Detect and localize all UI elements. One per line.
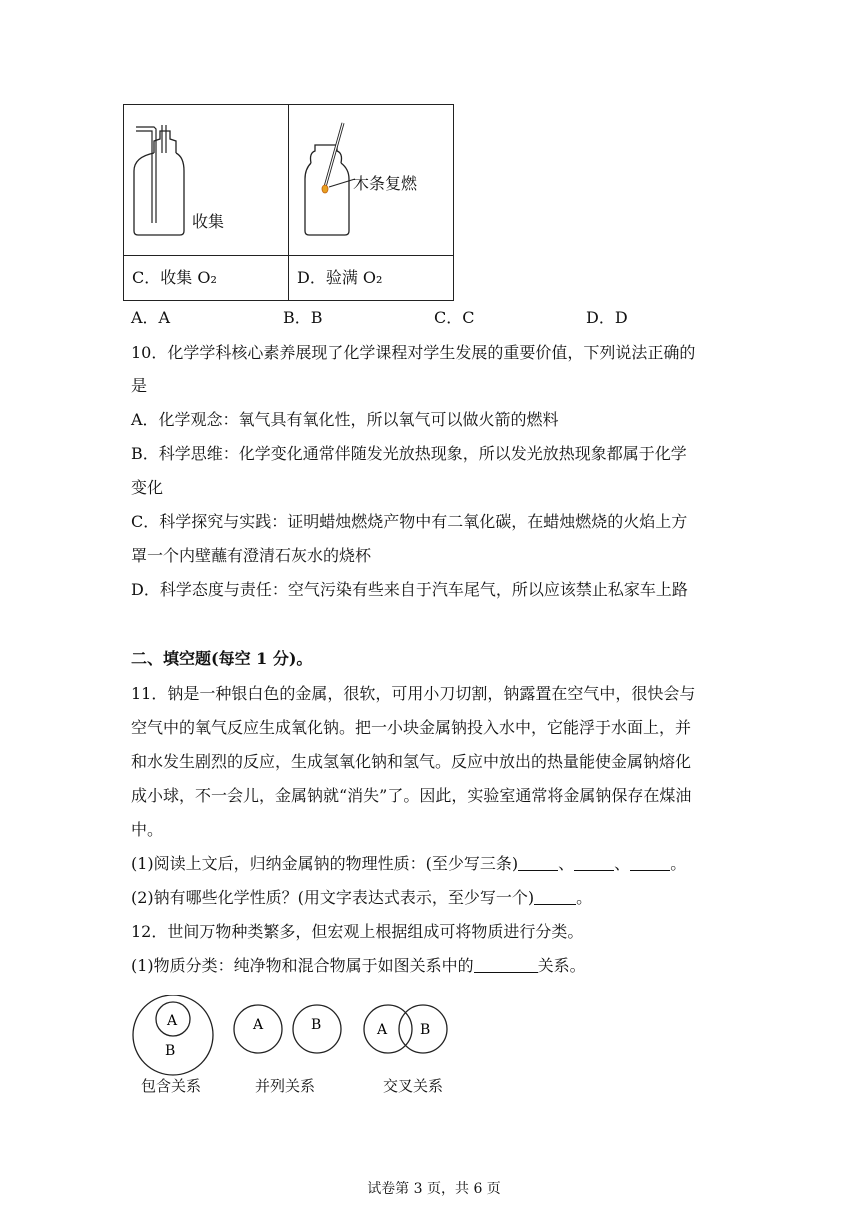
oxygen-check-bottle-diagram xyxy=(289,105,453,255)
q11-line4: 成小球，不一会儿，金属钠就“消失”了。因此，实验室通常将金属钠保存在煤油 xyxy=(131,786,692,805)
label-b: B xyxy=(420,1022,431,1038)
label-b: B xyxy=(165,1043,176,1059)
containment-diagram xyxy=(133,995,213,1075)
option-c-caption: C．收集 O₂ xyxy=(124,256,289,301)
q11-sub1 xyxy=(131,853,686,875)
q12-sub1-tail: 关系。 xyxy=(537,956,586,975)
label-containment: 包含关系 xyxy=(141,1077,202,1095)
label-b: B xyxy=(311,1017,322,1033)
q12-sub1 xyxy=(131,955,586,977)
q10-option-b: B．科学思维：化学变化通常伴随发光放热现象，所以发光放热现象都属于化学 xyxy=(131,444,687,463)
label-a: A xyxy=(167,1013,178,1029)
q10-stem-line1: 10．化学学科核心素养展现了化学课程对学生发展的重要价值，下列说法正确的 xyxy=(131,343,696,362)
q12-sub1-text: (1)物质分类：纯净物和混合物属于如图关系中的 xyxy=(131,956,474,975)
label-a: A xyxy=(253,1017,264,1033)
page-footer: 试卷第 3 页，共 6 页 xyxy=(367,1181,501,1197)
q11-line2: 空气中的氧气反应生成氧化钠。把一小块金属钠投入水中，它能浮于水面上，并 xyxy=(131,718,692,737)
option-d-caption: D．验满 O₂ xyxy=(289,256,454,301)
q9-answer-c: C．C xyxy=(434,308,475,327)
q9-answer-a: A．A xyxy=(131,308,171,327)
label-intersection: 交叉关系 xyxy=(383,1077,444,1095)
q10-stem-line2: 是 xyxy=(131,376,148,395)
q9-options-table xyxy=(123,104,454,301)
q11-sub2 xyxy=(131,887,592,909)
q9-answer-b: B．B xyxy=(283,308,323,327)
label-parallel: 并列关系 xyxy=(255,1077,316,1095)
section-title: 二、填空题(每空 1 分)。 xyxy=(131,649,313,668)
q10-option-c: C．科学探究与实践：证明蜡烛燃烧产物中有二氧化碳，在蜡烛燃烧的火焰上方 xyxy=(131,512,688,531)
q11-sub2-text: (2)钠有哪些化学性质？(用文字表达式表示，至少写一个) xyxy=(131,888,535,907)
q12-stem: 12．世间万物种类繁多，但宏观上根据组成可将物质进行分类。 xyxy=(131,922,584,941)
answer-blank-1[interactable] xyxy=(518,854,558,871)
answer-blank-2[interactable] xyxy=(574,854,614,871)
parallel-diagram xyxy=(234,1005,341,1053)
q9-answer-d: D．D xyxy=(586,308,628,327)
period: 。 xyxy=(670,854,687,873)
separator: 、 xyxy=(614,854,631,873)
q10-option-d: D．科学态度与责任：空气污染有些来自于汽车尾气，所以应该禁止私家车上路 xyxy=(131,580,688,599)
q10-option-a: A．化学观念：氧气具有氧化性，所以氧气可以做火箭的燃料 xyxy=(131,410,559,429)
q11-sub1-text: (1)阅读上文后，归纳金属钠的物理性质：(至少写三条) xyxy=(131,854,519,873)
q10-option-b-cont: 变化 xyxy=(131,478,164,497)
separator: 、 xyxy=(558,854,575,873)
answer-blank-4[interactable] xyxy=(534,888,576,905)
splint-relight-label: 木条复燃 xyxy=(353,174,418,193)
gas-collection-bottle-diagram xyxy=(124,105,288,255)
label-a: A xyxy=(377,1022,388,1038)
option-d-image-cell xyxy=(289,105,454,256)
q11-line1: 11．钠是一种银白色的金属，很软，可用小刀切割，钠露置在空气中，很快会与 xyxy=(131,684,696,703)
intersection-diagram xyxy=(364,1005,447,1053)
answer-blank-3[interactable] xyxy=(630,854,670,871)
collect-label: 收集 xyxy=(192,212,225,231)
q10-option-c-cont: 罩一个内壁蘸有澄清石灰水的烧杯 xyxy=(131,546,372,565)
option-c-image-cell xyxy=(124,105,289,256)
q11-line3: 和水发生剧烈的反应，生成氢氧化钠和氢气。反应中放出的热量能使金属钠熔化 xyxy=(131,752,692,771)
q11-line5: 中。 xyxy=(131,820,164,839)
answer-blank-5[interactable] xyxy=(474,956,538,973)
period: 。 xyxy=(576,888,593,907)
